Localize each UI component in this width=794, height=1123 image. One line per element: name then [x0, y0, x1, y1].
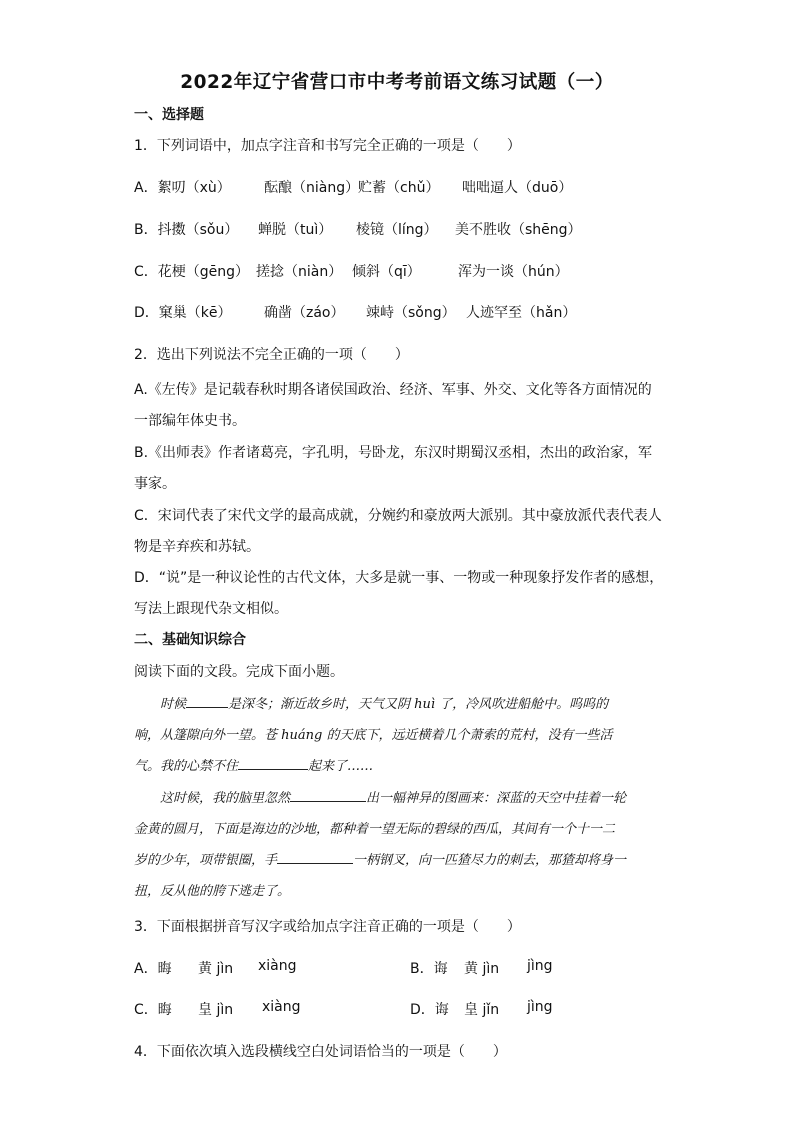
passage-text: 一柄钢叉，向一匹猹尽力的刺去，那猹却将身一	[353, 853, 627, 868]
option-part: B．抖擞（sǒu）	[134, 222, 239, 238]
option-part: C．晦	[134, 1002, 172, 1018]
question-2-option-b-line2: 事家。	[134, 476, 176, 492]
option-part: 人迹罕至（hǎn）	[466, 305, 577, 321]
option-part: A．晦	[134, 961, 172, 977]
passage-line-3	[134, 755, 664, 774]
option-part: 贮蓄（chǔ）	[358, 180, 440, 196]
question-4-stem: 4．下面依次填入选段横线空白处词语恰当的一项是（ ）	[134, 1044, 507, 1060]
option-part: xiàng	[262, 999, 301, 1015]
passage-text: 这时候，我的脑里忽然	[160, 791, 291, 806]
question-3-stem: 3．下面根据拼音写汉字或给加点字注音正确的一项是（ ）	[134, 919, 521, 935]
fill-blank-3	[290, 787, 366, 802]
question-2-stem: 2．选出下列说法不完全正确的一项（ ）	[134, 347, 409, 363]
option-part: 搓捻（niàn）	[256, 264, 343, 280]
passage-line-5: 金黄的圆月，下面是海边的沙地，都种着一望无际的碧绿的西瓜，其间有一个十一二	[134, 822, 616, 837]
passage-line-4	[160, 787, 690, 806]
passage-text: 起来了……	[308, 759, 374, 774]
option-part: D．窠巢（kē）	[134, 305, 232, 321]
option-part: 竦峙（sǒng）	[366, 305, 456, 321]
section-heading-basic: 二、基础知识综合	[134, 632, 246, 648]
section-heading-choice: 一、选择题	[134, 107, 204, 123]
passage-text: 岁的少年，项带银圈，手	[134, 853, 278, 868]
option-part: jìng	[527, 958, 553, 974]
option-part: 皇 jǐn	[464, 1002, 500, 1018]
passage-line-7: 扭，反从他的胯下逃走了。	[134, 884, 291, 899]
question-2-option-d-line1: D．“说”是一种议论性的古代文体，大多是就一事、一物或一种现象抒发作者的感想，	[134, 570, 664, 586]
option-part: 美不胜收（shēng）	[455, 222, 582, 238]
question-2-option-d-line2: 写法上跟现代杂文相似。	[134, 601, 288, 617]
option-part: 棱镜（líng）	[356, 222, 438, 238]
option-part: 皇 jìn	[198, 1002, 234, 1018]
option-part: 确凿（záo）	[264, 305, 345, 321]
fill-blank-1	[186, 693, 228, 708]
option-part: B．诲	[410, 961, 448, 977]
passage-text: 气。我的心禁不住	[134, 759, 239, 774]
question-2-option-a-line2: 一部编年体史书。	[134, 413, 246, 429]
option-part: 咄咄逼人（duō）	[462, 180, 573, 196]
question-1-stem: 1．下列词语中，加点字注音和书写完全正确的一项是（ ）	[134, 138, 521, 154]
option-part: xiàng	[258, 958, 297, 974]
option-part: A．絮叨（xù）	[134, 180, 231, 196]
passage-text: 出一幅神异的图画来：深蓝的天空中挂着一轮	[366, 791, 627, 806]
reading-instruction: 阅读下面的文段。完成下面小题。	[134, 664, 344, 680]
option-part: 黄 jìn	[464, 961, 500, 977]
question-2-option-b-line1: B.《出师表》作者诸葛亮，字孔明，号卧龙，东汉时期蜀汉丞相，杰出的政治家，军	[134, 445, 653, 461]
passage-line-6	[134, 849, 664, 868]
passage-text: 时候	[160, 697, 187, 712]
option-part: jìng	[527, 999, 553, 1015]
passage-line-1	[160, 693, 690, 712]
question-2-option-c-line1: C．宋词代表了宋代文学的最高成就，分婉约和豪放两大派别。其中豪放派代表代表人	[134, 508, 662, 524]
passage-line-2: 响，从篷隙向外一望。苍 huáng 的天底下，远近横着几个萧索的荒村，没有一些活	[134, 728, 613, 743]
option-part: 酝酿（niàng）	[264, 180, 360, 196]
fill-blank-2	[238, 755, 308, 770]
option-part: 倾斜（qī）	[352, 264, 421, 280]
fill-blank-4	[277, 849, 353, 864]
passage-text: 是深冬；渐近故乡时，天气又阴 huì 了，冷风吹进船舱中。呜呜的	[228, 697, 609, 712]
option-part: 浑为一谈（hún）	[458, 264, 569, 280]
question-2-option-c-line2: 物是辛弃疾和苏轼。	[134, 539, 260, 555]
option-part: D．诲	[410, 1002, 449, 1018]
question-2-option-a-line1: A.《左传》是记载春秋时期各诸侯国政治、经济、军事、外交、文化等各方面情况的	[134, 382, 652, 398]
option-part: 蝉脱（tuì）	[258, 222, 333, 238]
option-part: C．花梗（gēng）	[134, 264, 250, 280]
option-part: 黄 jìn	[198, 961, 234, 977]
page-title: 2022年辽宁省营口市中考考前语文练习试题（一）	[180, 72, 614, 93]
